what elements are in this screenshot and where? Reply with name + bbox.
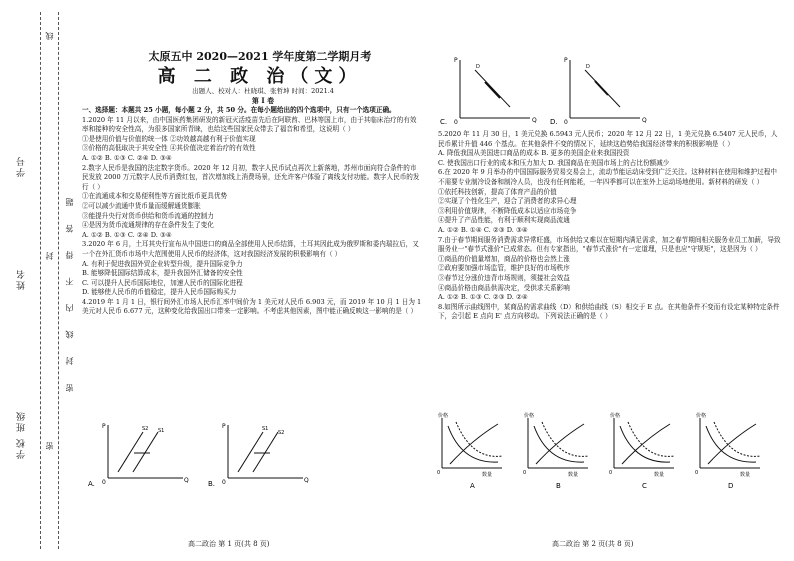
axis-p: P: [564, 57, 568, 64]
binding-margin: [0, 0, 74, 561]
question-3-option: C. 可以提升人民币国际地位，加速人民币的国际化进程: [82, 278, 243, 287]
graph-c: [440, 57, 537, 126]
exam-meta: 出题人、校对人：杜晓琪、张哲坤 时间：2021.4: [192, 87, 334, 95]
question-3-stem: 3.2020 年 6 月，土耳其央行宣布从中国进口的商品全部使用人民币结算，土耳其因此成为俄罗斯和委内瑞拉后，又一个在外汇货币市场中大范围使用人民币的经济体，这对我国经济发展的积极影响有（ ）: [82, 240, 419, 258]
question-8-stem: 8.如图所示曲线图中，某商品的需求曲线（D）和供给曲线（S）相交于 E 点。在其他条件不变而有设定某种特定条件下，会引起 E 点向 E' 点方向移动。下列说法正确的是（ ）: [438, 302, 780, 321]
axis-qty-label: 数量: [482, 472, 493, 478]
axis-price-label: 价格: [610, 413, 621, 419]
question-2-option: ②可以减少流通中货币量而缓解通货膨胀: [82, 201, 201, 210]
graph-d-label: D.: [550, 118, 558, 126]
question-2-option: ①在流通成本和交易便利性等方面比纸币更具优势: [82, 192, 228, 201]
axis-qty-label: 数量: [568, 472, 579, 478]
axis-p: P: [102, 423, 106, 430]
demand-curve: [534, 426, 584, 462]
question-3-option: B. 能够降低国际结算成本，提升我国外汇储备的安全性: [82, 269, 243, 278]
graph-option-label: B: [556, 482, 561, 490]
origin: 0: [609, 470, 613, 476]
question-7-option: ④商品价格由商品供需决定，受供求关系影响: [438, 283, 570, 292]
axis-qty-label: 数量: [740, 472, 751, 478]
question-6-option: ④提升了产品性能，有利于顺利实现商品流通: [438, 216, 570, 225]
axis-price-label: 价格: [696, 413, 707, 419]
s1-label: S1: [262, 426, 269, 432]
graph-b-label: B.: [208, 480, 216, 488]
demand-label: D: [476, 64, 480, 70]
demand-curve: [448, 426, 498, 462]
seal-line-inner: [58, 12, 59, 549]
demand-curve: [620, 426, 670, 462]
question-6-choices: A. ①② B. ①④ C. ②③ D. ③④: [438, 225, 528, 234]
s1-label: S1: [158, 428, 165, 434]
question-6-stem: 6.在 2020 年 9 月举办的中国国际服务贸易交易会上，流动节能运动床受到广泛关注。这种材料在使用和维护过程中不需要专业制冷设备和制冷人员，也没有任何能耗，一年四季都可以在室外上运动场地使用。新材料的研发（ ）: [438, 168, 777, 186]
graph-a-label: A.: [88, 480, 95, 488]
axis-p: P: [222, 423, 226, 430]
s2-label: S2: [278, 430, 285, 436]
question-7-option: ①商品的价值量增加，商品的价格也会然上涨: [438, 254, 570, 263]
origin: 0: [523, 470, 527, 476]
question-2-option: ④是因为货币流通规律的存在条件发生了变化: [82, 221, 214, 230]
right-column: [438, 130, 783, 322]
volume-label: 第 I 卷: [251, 96, 275, 105]
q8-graphs: [436, 412, 786, 490]
question-6-option: ②实现了个性化生产，迎合了消费者的求异心理: [438, 197, 577, 206]
question-1-choices: A. ①② B. ①③ C. ②④ D. ③④: [82, 153, 172, 162]
question-3-option: A. 有利于促进我国外贸企业转型升级，提升国际竞争力: [82, 259, 243, 268]
axis-price-label: 价格: [524, 413, 535, 419]
seal-warning-text: 密 封 线 内 不 得 答 题: [65, 190, 74, 392]
question-7-choices: A. ①② B. ①③ C. ②③ D. ②④: [438, 293, 528, 302]
origin: 0: [102, 479, 106, 486]
subject-title: 高 二 政 治（文）: [157, 66, 363, 87]
axis-q: Q: [304, 477, 309, 484]
page-footer-right: 高二政治 第 2 页(共 8 页): [552, 540, 634, 548]
graph-d: [550, 57, 647, 126]
instructions: 一、选择题：本题共 25 小题，每小题 2 分，共 50 分。在每小题给出的四个选项中，只有一个选项正确。: [82, 106, 396, 114]
question-2-option: ③能提升央行对货币供给和货币流通的控制力: [82, 211, 214, 220]
axis-qty-label: 数量: [654, 472, 665, 478]
origin: 0: [437, 470, 441, 476]
question-5-option: A. 降低我国从美国进口商品的成本 B. 更多的美国企业来我国投资: [438, 149, 630, 158]
s2-label: S2: [142, 426, 149, 432]
left-column: [82, 106, 422, 317]
seal-mark: 封: [45, 250, 54, 260]
demand-curve: [706, 426, 756, 462]
graph-option-label: D: [728, 482, 734, 490]
q4-graphs-ab: [88, 420, 318, 490]
question-1-option: ③价格的高低取决于其安全性 ④其价值决定着治疗的有效性: [82, 144, 256, 153]
name-label: 姓名: [17, 268, 27, 290]
student-id-label: 学号: [17, 155, 27, 177]
axis-q: Q: [532, 117, 537, 124]
question-7-option: ③春节过分涨价违背市场规则，须接社会效益: [438, 273, 570, 282]
graph-option-label: A: [470, 482, 475, 490]
question-1-option: ①是使用价值与价值的统一体 ②功效越高越有利于价值实现: [82, 134, 256, 143]
page-footer-left: 高二政治 第 1 页(共 8 页): [188, 540, 270, 548]
origin: 0: [454, 119, 458, 126]
axis-q: Q: [642, 117, 647, 124]
origin: 0: [695, 470, 699, 476]
demand-label: D: [586, 64, 590, 70]
seal-line-outer: [40, 12, 41, 549]
graph-c-label: C.: [440, 118, 448, 126]
question-1-stem: 1.2020 年 11 月以来，由中国医药集团研发的新冠灭活疫苗先后在阿联酋、巴林等国上市，由于其临床治疗的有效率和接种的安全性高，为很多国家所青睐，也给这些国家民众带去了福音和希望，这说明（ ）: [82, 115, 417, 134]
seal-mark: 线: [45, 30, 54, 40]
question-6-option: ①依托科技创新，提高了体育产品的价值: [438, 187, 557, 196]
graph-option-label: C: [642, 482, 647, 490]
graph-b: [208, 423, 309, 488]
origin: 0: [222, 479, 226, 486]
question-5-option: C. 使我国出口行业的成本和压力加大 D. 我国商品在美国市场上的占比份额减少: [438, 158, 670, 167]
question-2-stem: 2.数字人民币是我国的法定数字货币。2020 年 12 月初，数字人民币试点再次上新落地，苏州市面向符合条件的市民发放 2000 万元数字人民币消费红包，首次增加线上消费场景，还允许客户体验了离线支付功能。数字人民币的发行（ ）: [82, 163, 420, 191]
question-4-stem: 4.2019 年 1 月 1 日，银行间外汇市场人民币汇率中间价为 1 美元对人民币 6.903 元，而 2019 年 10 月 1 日为 1 美元对人民币 6.677 元，这种变化给我国出口带来一定影响。不考虑其他因素，图中能正确反映这一影响的是（ ）: [82, 297, 422, 316]
graph-a: [88, 423, 189, 488]
axis-price-label: 价格: [438, 413, 449, 419]
question-3-option: D. 能够使人民币的币值稳定，提升人民币国际购买力: [82, 288, 237, 297]
question-7-option: ②政府要加强市场监管，维护良好的市场秩序: [438, 264, 570, 273]
origin: 0: [564, 119, 568, 126]
q4-graphs-cd: [440, 52, 690, 127]
question-5-stem: 5.2020 年 11 月 30 日，1 美元兑换 6.5943 元人民币；2020 年 12 月 22 日，1 美元兑换 6.5407 元人民币，人民币累计升值 446 个基点。在其他条件不变的情况下，延续这趋势给我国经济带来的积极影响是（ ）: [438, 130, 778, 148]
axis-p: P: [454, 57, 458, 64]
question-6-option: ③利用价值规律，不断降低成本以适应市场竞争: [438, 206, 577, 215]
exam-title: 太原五中 2020—2021 学年度第二学期月考: [148, 50, 372, 63]
seal-mark: 密: [45, 440, 54, 450]
school-class-label: 学校 班级: [17, 410, 27, 459]
axis-q: Q: [184, 477, 189, 484]
question-2-choices: A. ①② B. ①③ C. ②④ D. ③④: [82, 230, 172, 239]
question-7-stem: 7.由于春节期间服务消费需求异常旺盛，市场供给又难以在短期内满足需求，加之春节期间相关服务业员工加薪，导致服务业一"春节式涨价"已成常态。但有专家指出，"春节式涨价"有一定道理，只是也应"守规矩"，这是因为（ ）: [438, 235, 781, 254]
